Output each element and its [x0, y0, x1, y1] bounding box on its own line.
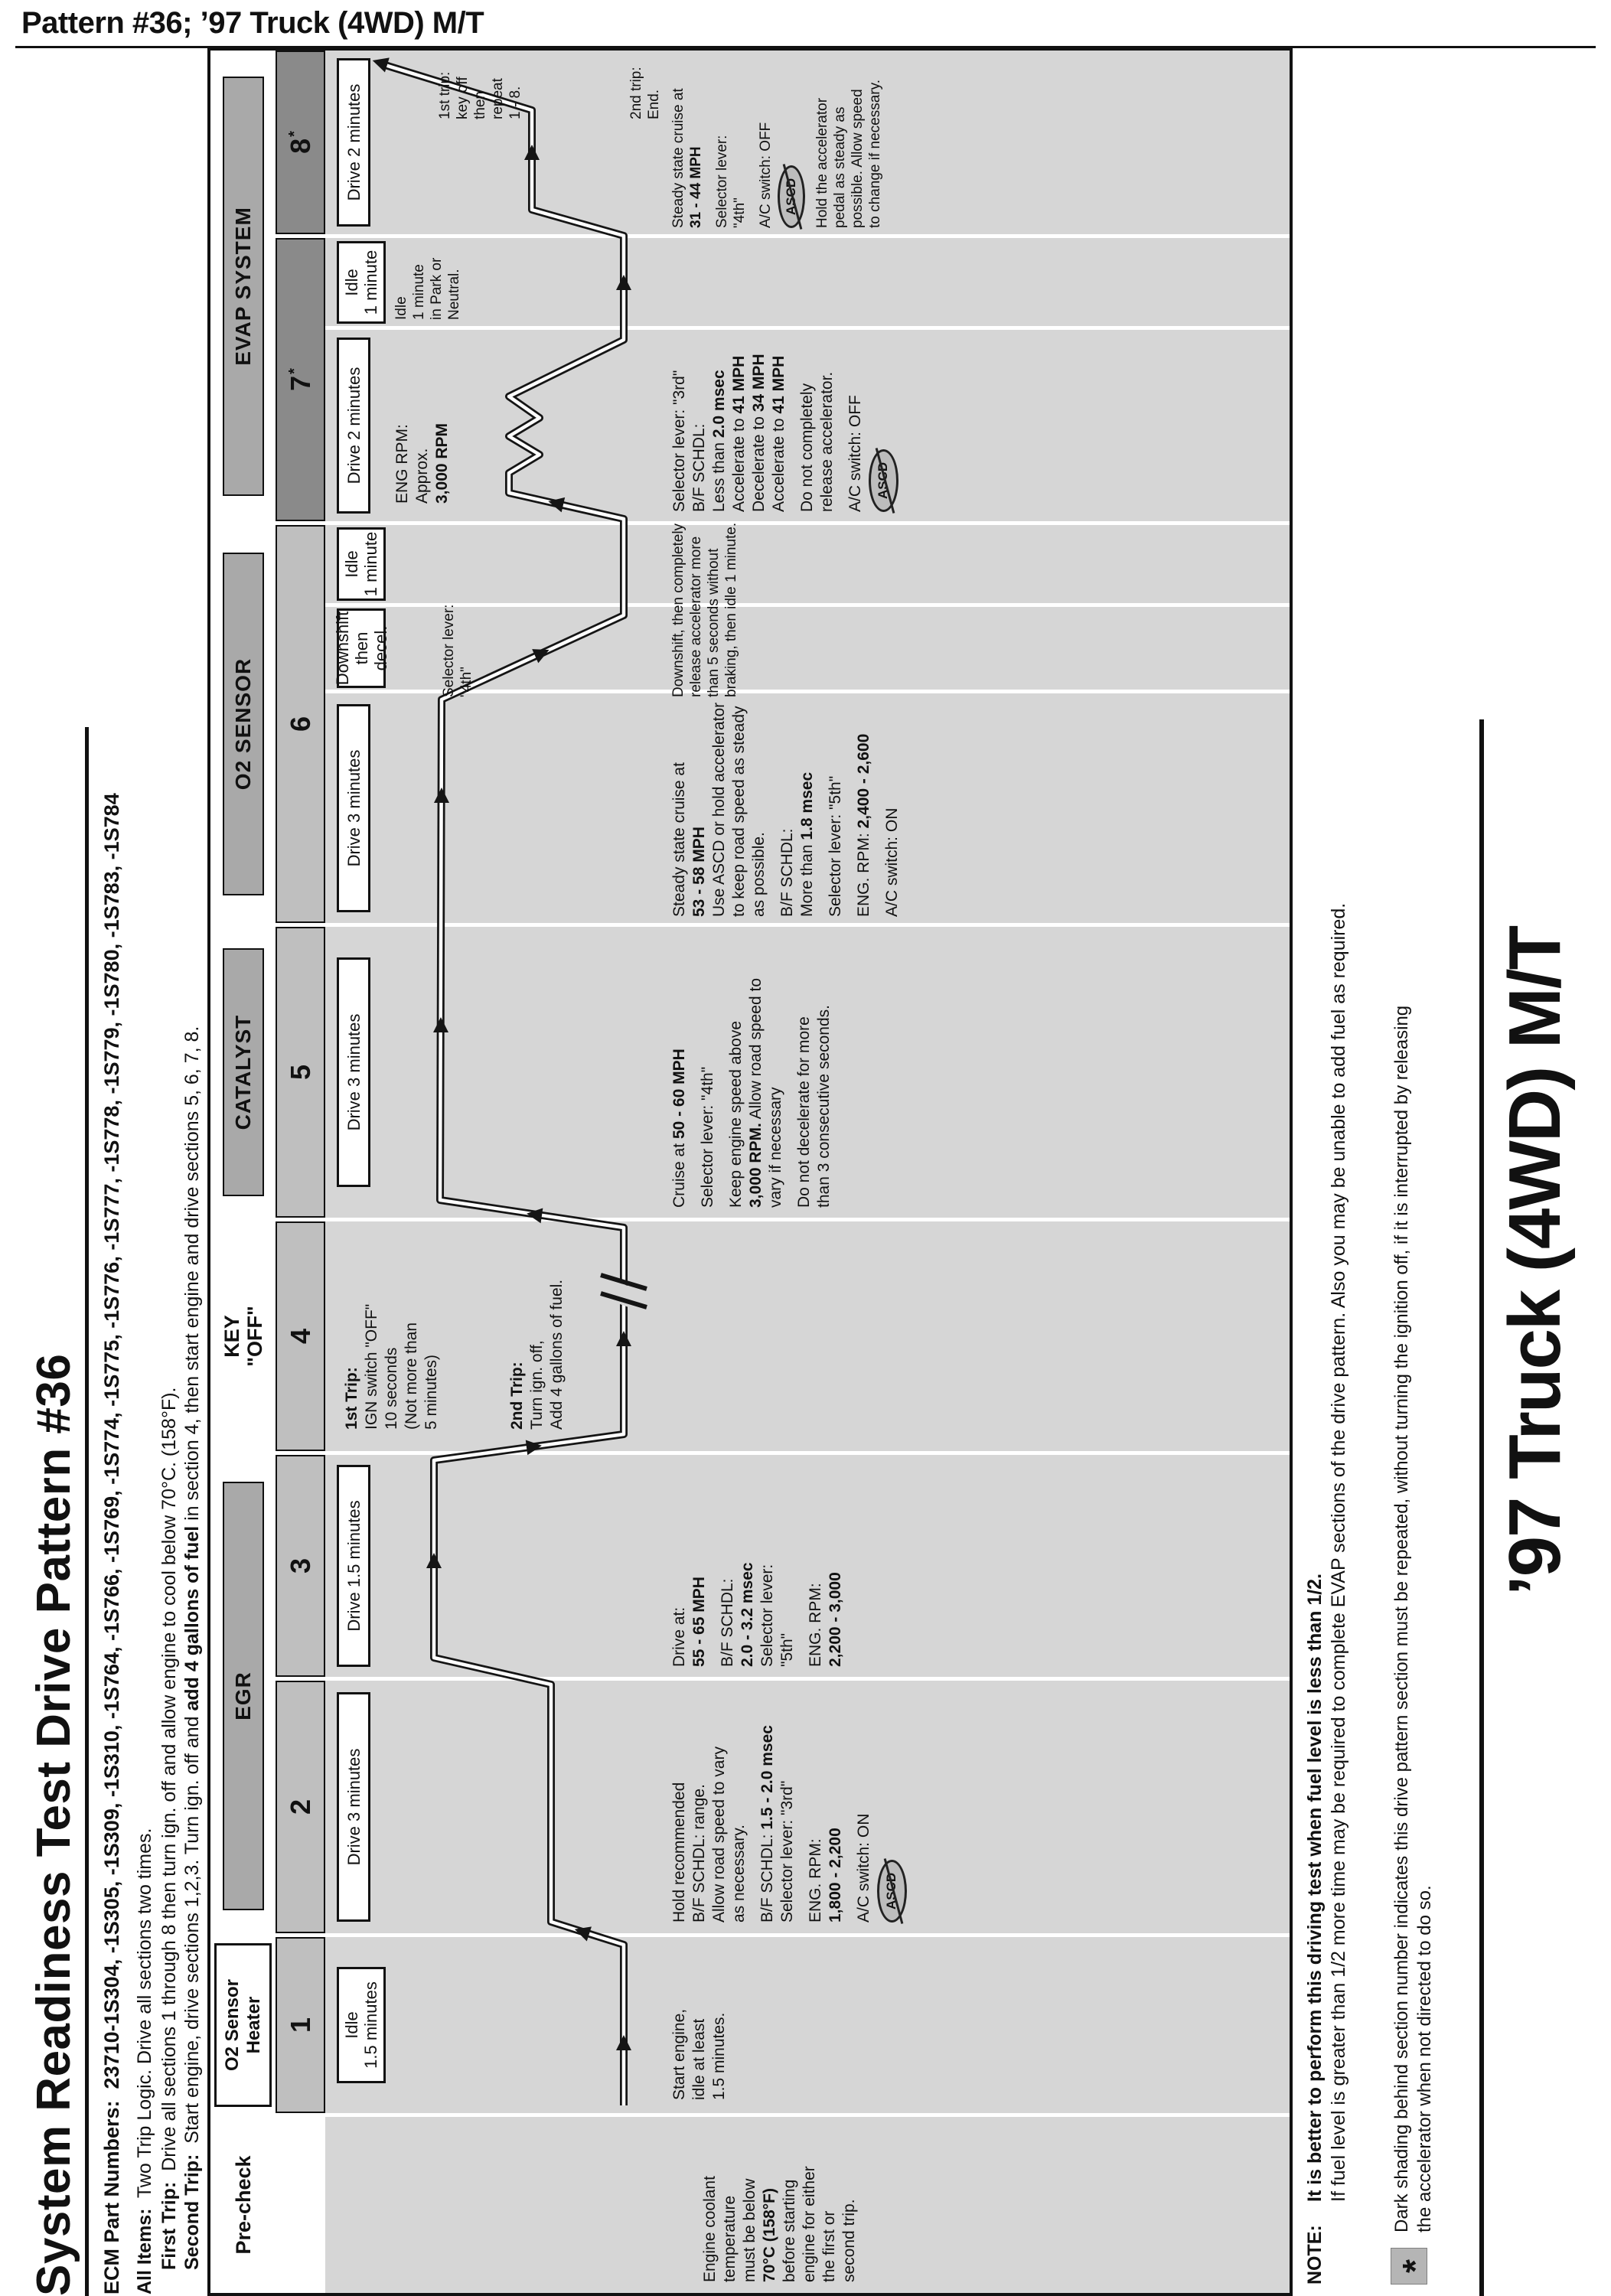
activity-box: Drive 1.5 minutes [337, 1465, 370, 1667]
second-trip-text-bold: add 4 gallons of fuel [181, 1525, 203, 1711]
section-number-6: 6 [276, 525, 325, 923]
section-instructions: Steady state cruise at 31 - 44 MPH Selector lever: "4th" A/C switch: OFF ASCD Hold the accelerator pedal as steady as possible. Allow speed to change if necessary. [670, 80, 883, 228]
section-instructions: Selector lever: "3rd" B/F SCHDL: Less than 2.0 msec Accelerate to 41 MPH Decelerate to 34 MPH Accelerate to 41 MPH Do not completely release accelerator. A/C switch: OFF ASCD [670, 330, 898, 512]
group-header-o2: O2 Sensor Heater [214, 1943, 272, 2107]
first-trip-line [158, 1388, 181, 2271]
title-rule [85, 727, 89, 2296]
activity-box: Drive 3 minutes [337, 957, 370, 1187]
section-instructions: Cruise at 50 - 60 MPH Selector lever: "4th" Keep engine speed above 3,000 RPM. Allow road speed to vary if necessary Do not decelerate for more than 3 consecutive seconds. [670, 977, 833, 1208]
activity-box: Drive 2 minutes [337, 58, 370, 227]
all-items-label: All Items: [134, 2208, 155, 2294]
group-header-o2: O2 SENSOR [223, 553, 264, 895]
activity-box: Drive 2 minutes [337, 338, 370, 514]
strip-note: ENG RPM: Approx. 3,000 RPM [393, 422, 451, 504]
activity-box: Drive 3 minutes [337, 704, 370, 912]
note-bold-line: It is better to perform this driving test when fuel level is less than 1/2. [1304, 1573, 1326, 2202]
asterisk-note [1391, 983, 1437, 2285]
section-number-4: 4 [276, 1221, 325, 1451]
group-header-egr: EGR [223, 1482, 264, 1910]
group-header-catalyst: CATALYST [223, 948, 264, 1196]
drive-pattern-chart [207, 47, 1293, 2296]
activity-box: Downshift then decel. [337, 608, 386, 688]
ascd-crossed-icon: ASCD [778, 165, 805, 228]
ascd-crossed-icon: ASCD [869, 449, 898, 512]
asterisk-symbol: * [1395, 2259, 1435, 2273]
section-strip [325, 238, 1290, 326]
ecm-label: ECM Part Numbers: [100, 2100, 123, 2294]
section-number-1: 1 [276, 1937, 325, 2113]
note-body [1303, 903, 1351, 2202]
strip-note: 1st Trip: IGN switch "OFF" 10 seconds (Not more than 5 minutes) [343, 1303, 440, 1430]
group-header-precheck: Pre-check [231, 2155, 255, 2255]
side-title-rule [1479, 719, 1484, 2296]
all-items-line [134, 1828, 156, 2294]
section-instructions: Start engine, idle at least 1.5 minutes. [670, 2008, 728, 2100]
section-instructions: Steady state cruise at 53 - 58 MPH Use ASCD or hold accelerator to keep road speed as steady as possible. B/F SCHDL: More than 1.8 msec Selector lever: "5th" ENG. RPM: 2,400 - 2,600 A/C switch: ON [670, 702, 901, 917]
note-block [1303, 903, 1351, 2285]
ecm-part-numbers [100, 793, 124, 2294]
section-number-2: 2 [276, 1681, 325, 1933]
page-header: Pattern #36; ’97 Truck (4WD) M/T [21, 6, 484, 40]
first-trip-label: First Trip: [158, 2181, 180, 2270]
section-number-5: 5 [276, 927, 325, 1218]
document-title: System Readiness Test Drive Pattern #36 [28, 1353, 80, 2296]
activity-box: Drive 3 minutes [337, 1692, 370, 1922]
section-strip [325, 1937, 1290, 2113]
ecm-values: 23710-1S304, -1S305, -1S309, -1S310, -1S764, -1S766, -1S769, -1S774, -1S775, -1S776, -1S777, -1S778, -1S779, -1S780, -1S783, -1S784 [100, 793, 123, 2089]
second-trip-line [181, 1026, 204, 2270]
activity-box: Idle 1.5 minutes [337, 1967, 386, 2083]
section-instructions: Engine coolant temperature must be below 70°C (158°F) before starting engine for either the first or second trip. [701, 2166, 858, 2282]
strip-note: 2nd trip: End. [628, 67, 662, 119]
section-strip [325, 1221, 1290, 1451]
rotated-content [27, 50, 1580, 2296]
all-items-text: Two Trip Logic. Drive all sections two times. [134, 1828, 155, 2199]
strip-note: 2nd Trip: Turn ign. off, Add 4 gallons of fuel. [508, 1279, 566, 1430]
section-number-7: 7 * [276, 238, 325, 521]
section-number-3: 3 [276, 1455, 325, 1677]
section-instructions: Drive at: 55 - 65 MPH B/F SCHDL: 2.0 - 3.2 msec Selector lever: "5th" ENG. RPM: 2,200 - 3,000 [670, 1562, 844, 1667]
side-title: ’97 Truck (4WD) M/T [1494, 926, 1576, 1596]
strip-note: Idle 1 minute in Park or Neutral. [393, 257, 462, 320]
activity-box: Idle 1 minute [337, 527, 386, 601]
second-trip-text-pre: Start engine, drive sections 1,2,3. Turn ign. off and [181, 1711, 203, 2144]
activity-box: Idle 1 minute [337, 241, 386, 324]
section-instructions: Downshift, then completely release accelerator more than 5 seconds without braking, then idle 1 minute. [670, 522, 739, 697]
asterisk-chip-icon [1391, 2248, 1435, 2285]
second-trip-text-post: in section 4, then start engine and drive sections 5, 6, 7, 8. [181, 1026, 203, 1526]
section-instructions: Hold recommended B/F SCHDL: range. Allow road speed to vary as necessary. B/F SCHDL: 1.5 - 2.0 msec Selector lever: "3rd" ENG. RPM: 1,800 - 2,200 A/C switch: ON ASCD [670, 1687, 907, 1923]
section-number-8: 8 * [276, 51, 325, 234]
second-trip-label: Second Trip: [181, 2154, 203, 2270]
ascd-crossed-icon: ASCD [877, 1860, 907, 1923]
first-trip-text: Drive all sections 1 through 8 then turn ign. off and allow engine to cool below 70°C. (158°F). [158, 1387, 180, 2171]
strip-note: Selector lever: "4th" [441, 604, 474, 697]
note-label: NOTE: [1304, 2225, 1326, 2285]
note-body-text: If fuel level is greater than 1/2 more time may be required to complete EVAP sections of the drive pattern. Also you may be unable to add fuel as required. [1328, 902, 1349, 2202]
strip-note: 1st trip: key off then repeat 1 - 8. [437, 71, 523, 119]
asterisk-note-text: Dark shading behind section number indicates this drive pattern section must be repeated, without turning the ignition off, if it is interrupted by releasing the accelerator when not directed to do so. [1391, 1005, 1435, 2232]
group-header-evap: EVAP SYSTEM [223, 77, 264, 496]
group-header-key: KEY "OFF" [220, 1306, 266, 1367]
